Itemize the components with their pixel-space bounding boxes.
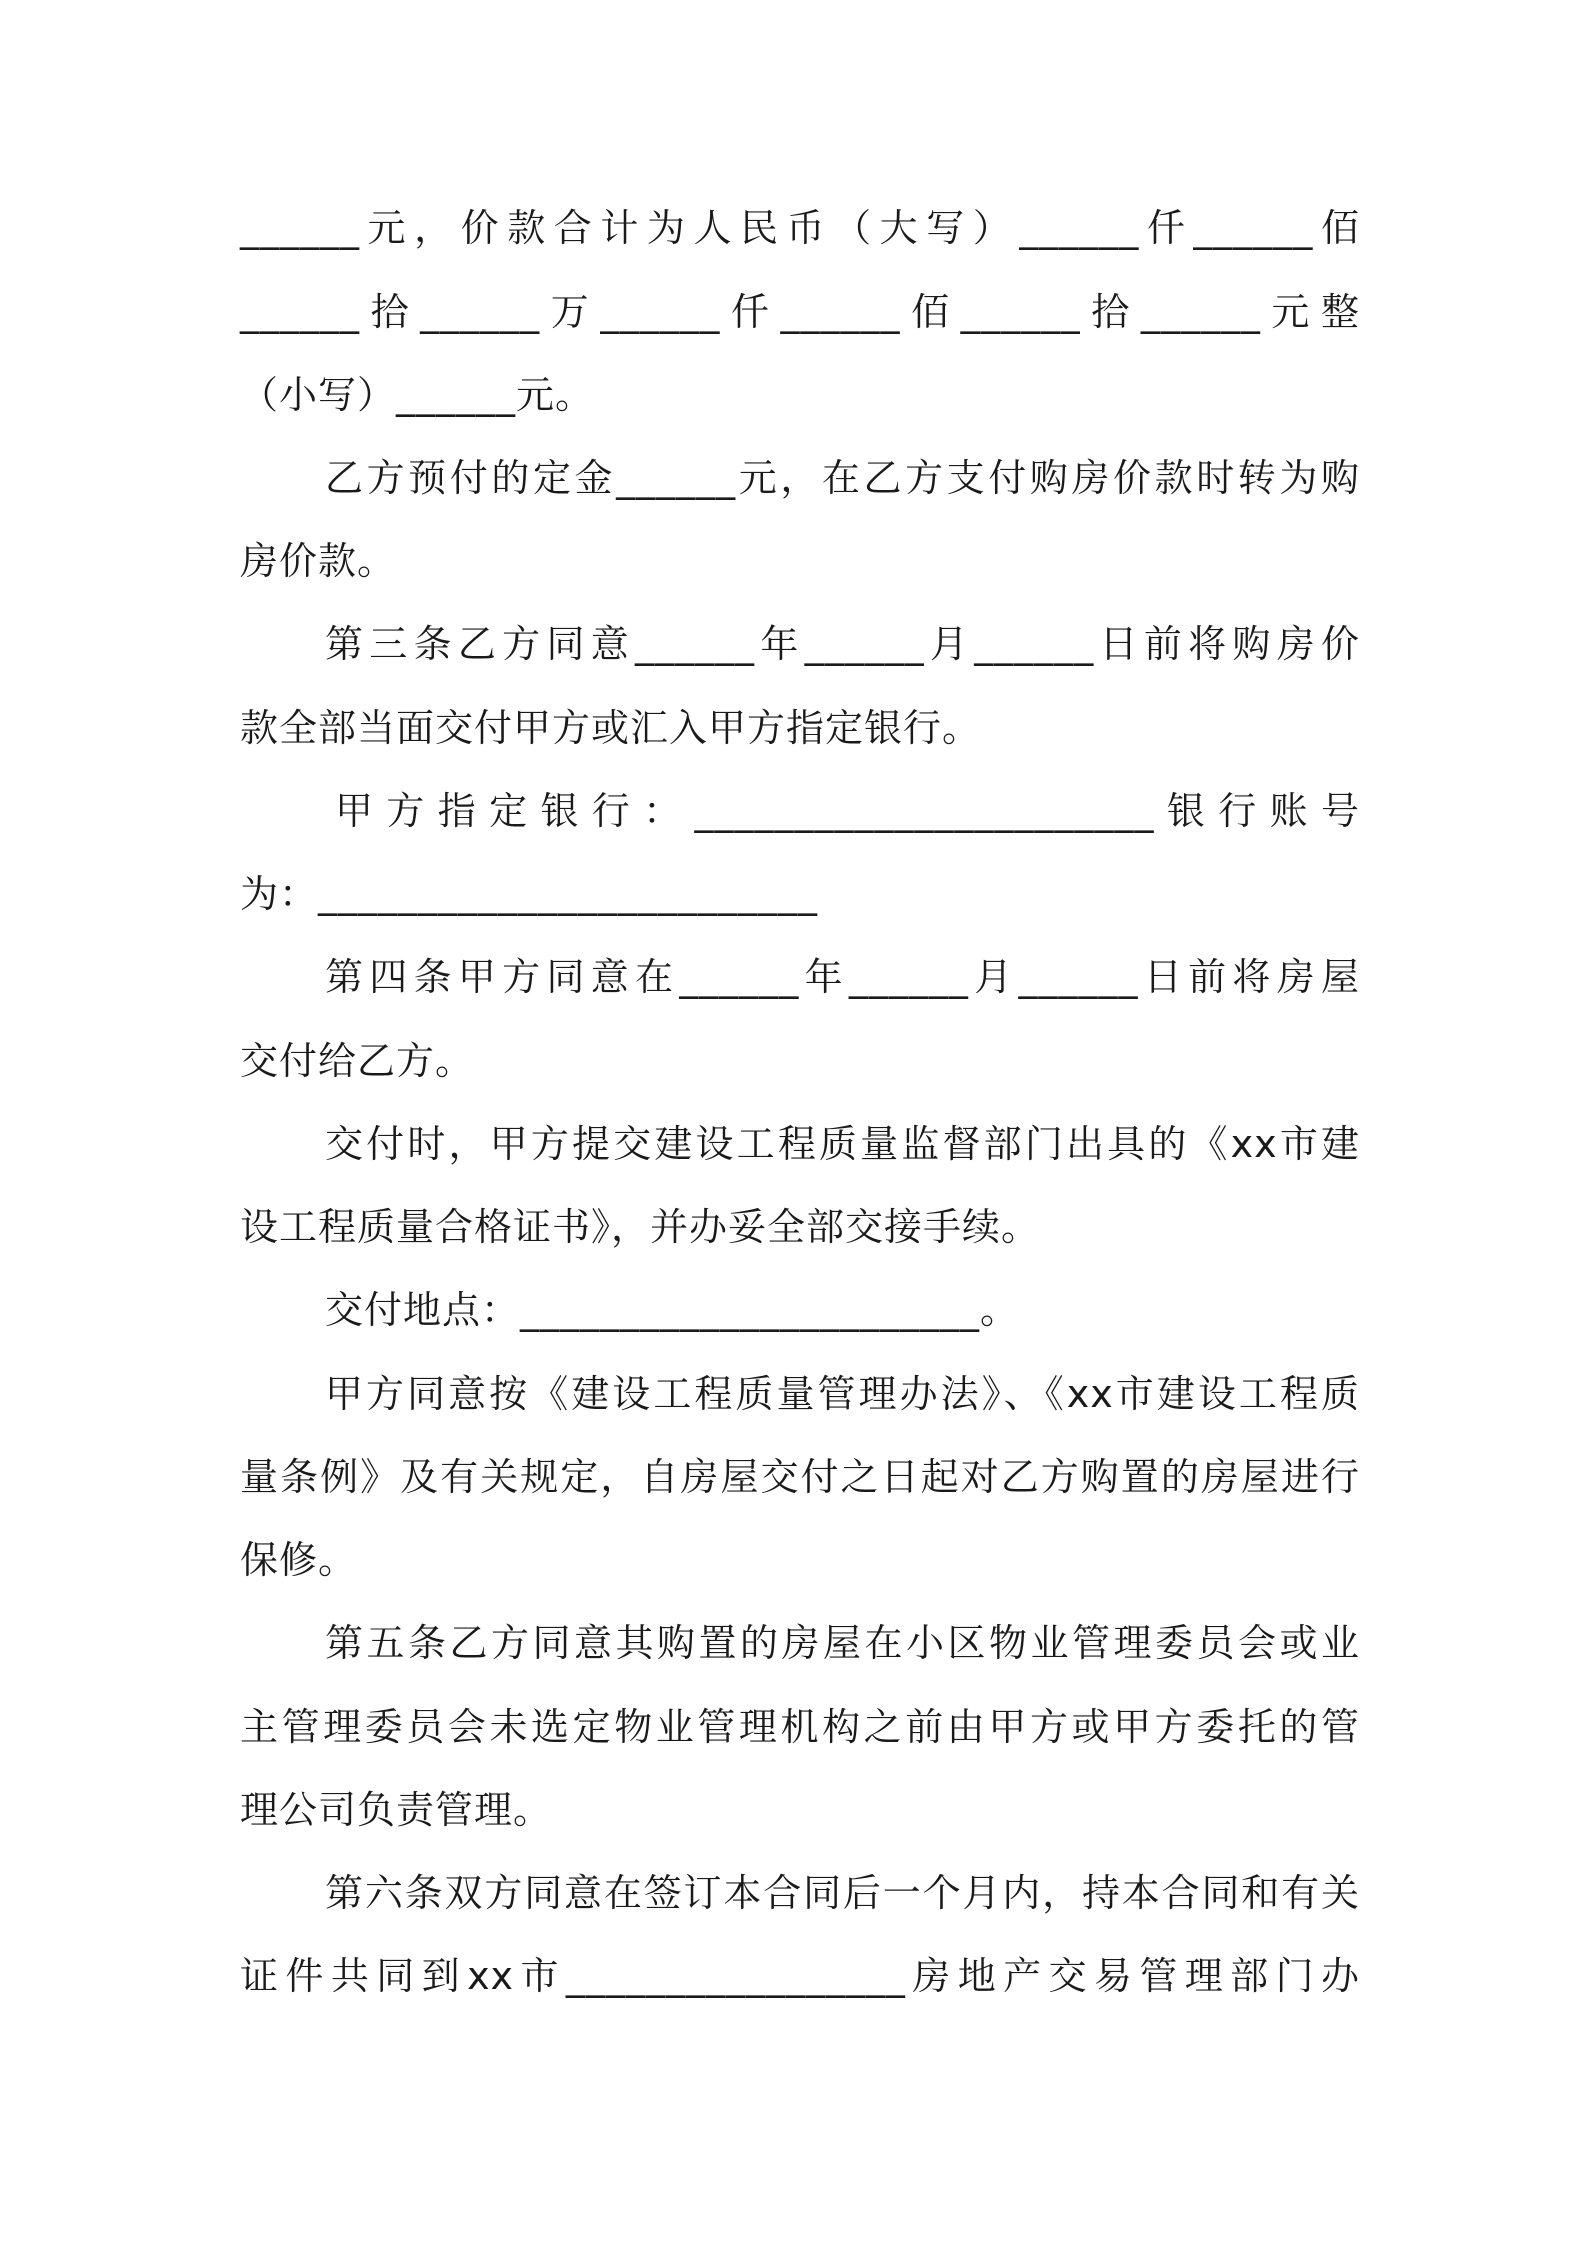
text-line: 第六条双方同意在签订本合同后一个月内，持本合同和有关	[325, 1871, 1360, 1915]
text-line: 交付时，甲方提交建设工程质量监督部门出具的《xx市建	[325, 1122, 1360, 1166]
text-line: 第四条甲方同意在______年______月______日前将房屋	[325, 955, 1360, 999]
text-line: 第三条乙方同意______年______月______日前将购房价	[325, 622, 1360, 666]
text-line: 主管理委员会未选定物业管理机构之前由甲方或甲方委托的管	[240, 1705, 1360, 1749]
text-line: 甲方同意按《建设工程质量管理办法》、《xx市建设工程质	[325, 1372, 1360, 1416]
text-line: 款全部当面交付甲方或汇入甲方指定银行。	[240, 706, 982, 750]
text-line: 房价款。	[240, 539, 397, 583]
text-line: 理公司负责管理。	[240, 1788, 553, 1832]
text-line: 交付地点：_______________________。	[325, 1288, 1020, 1332]
text-line: 设工程质量合格证书》，并办妥全部交接手续。	[240, 1205, 1041, 1249]
text-line: 甲方指定银行：_______________________银行账号	[335, 789, 1360, 833]
text-line: 第五条乙方同意其购置的房屋在小区物业管理委员会或业	[325, 1621, 1360, 1665]
text-line: ______拾______万______仟______佰______拾______元整	[240, 290, 1360, 334]
text-line: ______元，价款合计为人民币（大写）______仟______佰	[240, 206, 1360, 250]
text-line: 为：_________________________	[240, 872, 819, 916]
text-line: 量条例》及有关规定，自房屋交付之日起对乙方购置的房屋进行	[240, 1455, 1360, 1499]
text-line: 交付给乙方。	[240, 1039, 475, 1083]
text-line: 证件共同到xx市_________________房地产交易管理部门办	[240, 1954, 1360, 1998]
text-line: （小写）______元。	[240, 373, 595, 417]
text-line: 乙方预付的定金______元，在乙方支付购房价款时转为购	[325, 456, 1360, 500]
text-line: 保修。	[240, 1538, 358, 1582]
